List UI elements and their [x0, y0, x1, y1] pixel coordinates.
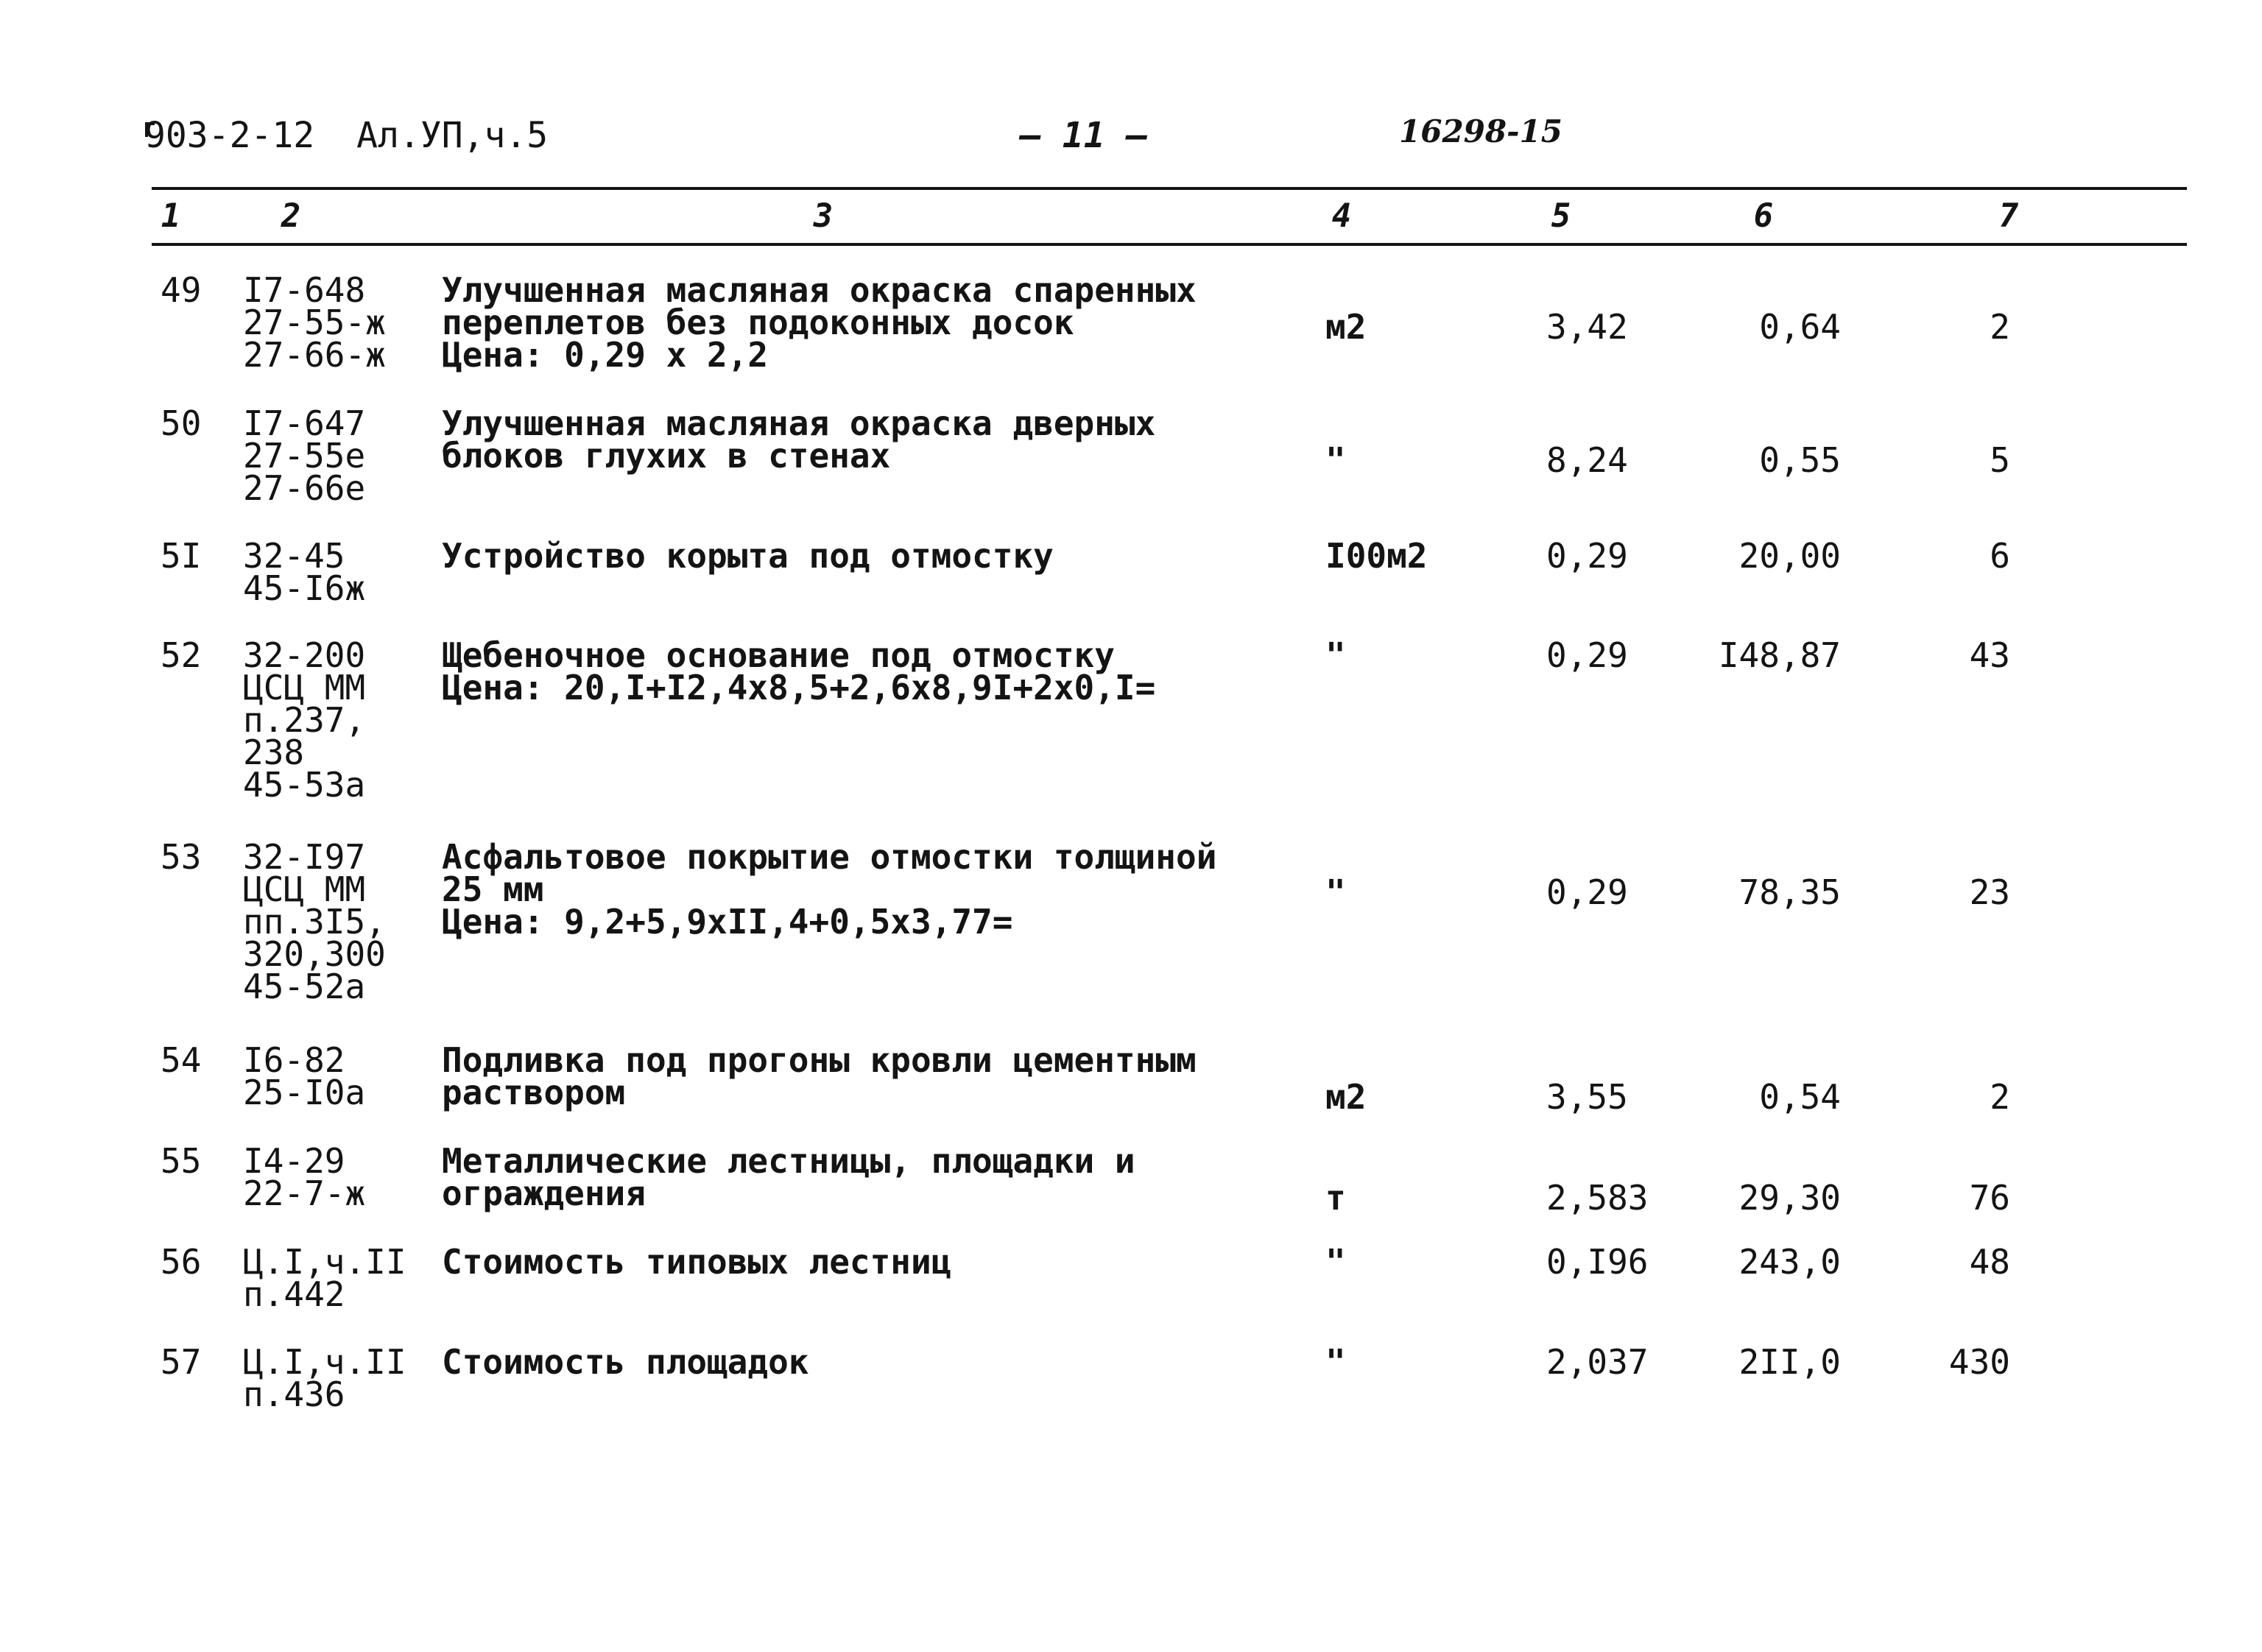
norm-code: 27-55е [243, 436, 366, 476]
norm-code: 45-52а [243, 967, 366, 1006]
unit: м2 [1325, 1077, 1367, 1117]
description-line: 25 мм [442, 869, 544, 909]
quantity: 8,24 [1546, 440, 1628, 480]
page-number: – 11 – [1020, 115, 1148, 156]
quantity: 2,037 [1546, 1342, 1649, 1382]
album-label: Ал.УП,ч.5 [356, 115, 549, 156]
total-cost: 43 [1969, 635, 2010, 675]
unit-price: 0,55 [1759, 440, 1841, 480]
row-number: 53 [161, 837, 202, 877]
work-description [442, 1342, 1252, 1382]
quantity: 0,I96 [1546, 1242, 1649, 1282]
quantity: 0,29 [1546, 635, 1628, 675]
norm-code: I7-647 [243, 403, 366, 443]
work-description [442, 403, 1252, 476]
description-line: блоков глухих в стенах [442, 436, 891, 476]
work-description [442, 635, 1252, 707]
norm-code: 25-I0а [243, 1073, 366, 1112]
description-line: Щебеночное основание под отмостку [442, 635, 1115, 675]
norm-code: 45-53а [243, 765, 366, 805]
norm-code: 32-I97 [243, 837, 366, 877]
column-number-5: 5 [1551, 197, 1571, 235]
row-number: 49 [161, 270, 202, 310]
norm-codes [243, 1040, 420, 1112]
column-number-1: 1 [161, 197, 181, 235]
row-number: 56 [161, 1242, 202, 1282]
description-line: переплетов без подоконных досок [442, 303, 1074, 342]
norm-code: 32-45 [243, 536, 345, 576]
description-line: Подливка под прогоны кровли цементным [442, 1040, 1197, 1080]
norm-codes [243, 1141, 420, 1213]
norm-codes [243, 1342, 420, 1414]
unit: " [1325, 1342, 1346, 1382]
norm-code: 238 [243, 733, 305, 772]
work-description [442, 1040, 1252, 1112]
description-line: Цена: 20,I+I2,4х8,5+2,6х8,9I+2х0,I= [442, 668, 1156, 707]
total-cost: 5 [1990, 440, 2010, 480]
description-line: Стоимость площадок [442, 1342, 809, 1382]
work-description [442, 837, 1252, 942]
unit-price: 2II,0 [1738, 1342, 1841, 1382]
work-description [442, 1242, 1252, 1282]
quantity: 3,55 [1546, 1077, 1628, 1117]
column-number-7: 7 [1998, 197, 2019, 235]
quantity: 3,42 [1546, 307, 1628, 347]
description-line: Улучшенная масляная окраска дверных [442, 403, 1156, 443]
total-cost: 6 [1990, 536, 2010, 576]
description-line: Асфальтовое покрытие отмостки толщиной [442, 837, 1217, 877]
total-cost: 2 [1990, 1077, 2010, 1117]
norm-code: п.436 [243, 1374, 345, 1414]
unit: т [1325, 1178, 1346, 1218]
work-description [442, 270, 1252, 375]
norm-code: ЦСЦ ММ [243, 869, 366, 909]
unit: " [1325, 872, 1346, 912]
norm-code: 27-55-ж [243, 303, 386, 342]
unit: " [1325, 440, 1346, 480]
norm-code: ЦСЦ ММ [243, 668, 366, 707]
norm-code: I4-29 [243, 1141, 345, 1181]
description-line: Металлические лестницы, площадки и [442, 1141, 1135, 1181]
unit-price: 243,0 [1738, 1242, 1841, 1282]
norm-code: 32-200 [243, 635, 366, 675]
description-line: раствором [442, 1073, 626, 1112]
norm-code: I7-648 [243, 270, 366, 310]
column-number-4: 4 [1331, 197, 1352, 235]
norm-codes [243, 536, 420, 608]
norm-codes [243, 837, 420, 1006]
total-cost: 76 [1969, 1178, 2010, 1218]
norm-codes [243, 1242, 420, 1314]
row-number: 54 [161, 1040, 202, 1080]
column-number-2: 2 [281, 197, 301, 235]
norm-code: 22-7-ж [243, 1173, 366, 1213]
unit-price: 0,54 [1759, 1077, 1841, 1117]
project-code: 903-2-12 [144, 115, 315, 156]
norm-codes [243, 403, 420, 508]
norm-code: п.237, [243, 700, 366, 740]
description-line: ограждения [442, 1173, 646, 1213]
description-line: Стоимость типовых лестниц [442, 1242, 952, 1282]
total-cost: 430 [1948, 1342, 2010, 1382]
unit: I00м2 [1325, 536, 1428, 576]
unit: м2 [1325, 307, 1367, 347]
norm-code: 27-66е [243, 468, 366, 508]
total-cost: 2 [1990, 307, 2010, 347]
document-number: 16298-15 [1399, 113, 1562, 149]
description-line: Улучшенная масляная окраска спаренных [442, 270, 1197, 310]
quantity: 2,583 [1546, 1178, 1649, 1218]
total-cost: 48 [1969, 1242, 2010, 1282]
unit-price: 20,00 [1738, 536, 1841, 576]
unit-price: 29,30 [1738, 1178, 1841, 1218]
norm-code: I6-82 [243, 1040, 345, 1080]
norm-code: Ц.I,ч.II [243, 1242, 406, 1282]
row-number: 55 [161, 1141, 202, 1181]
norm-code: 27-66-ж [243, 335, 386, 375]
row-number: 5I [161, 536, 202, 576]
norm-code: 45-I6ж [243, 568, 366, 608]
unit-price: 78,35 [1738, 872, 1841, 912]
quantity: 0,29 [1546, 536, 1628, 576]
row-number: 52 [161, 635, 202, 675]
norm-code: 320,300 [243, 934, 386, 974]
description-line: Устройство корыта под отмостку [442, 536, 1054, 576]
column-number-3: 3 [813, 197, 834, 235]
norm-code: п.442 [243, 1274, 345, 1314]
unit-price: 0,64 [1759, 307, 1841, 347]
total-cost: 23 [1969, 872, 2010, 912]
description-line: Цена: 9,2+5,9хII,4+0,5х3,77= [442, 902, 1013, 942]
work-description [442, 1141, 1252, 1213]
row-number: 57 [161, 1342, 202, 1382]
quantity: 0,29 [1546, 872, 1628, 912]
unit-price: I48,87 [1718, 635, 1841, 675]
norm-code: пп.3I5, [243, 902, 386, 942]
table-top-rule [152, 187, 2187, 190]
row-number: 50 [161, 403, 202, 443]
document-code [144, 115, 549, 156]
table-header-rule [152, 243, 2187, 246]
unit: " [1325, 1242, 1346, 1282]
column-number-6: 6 [1753, 197, 1774, 235]
norm-code: Ц.I,ч.II [243, 1342, 406, 1382]
norm-codes [243, 270, 420, 375]
description-line: Цена: 0,29 х 2,2 [442, 335, 769, 375]
unit: " [1325, 635, 1346, 675]
work-description [442, 536, 1252, 576]
norm-codes [243, 635, 420, 805]
